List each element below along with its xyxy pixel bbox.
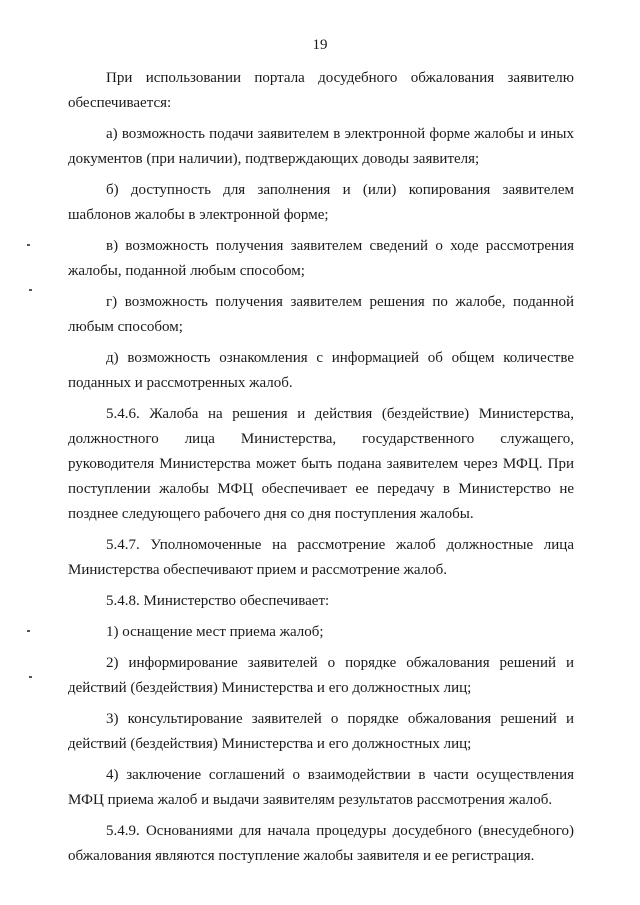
list-item-3: 3) консультирование заявителей о порядке обжалования решений и действий (бездействия) Министерства и его должностных лиц;: [68, 711, 574, 752]
page-number: 19: [312, 37, 328, 53]
paragraph-5-4-9: 5.4.9. Основаниями для начала процедуры досудебного (внесудебного) обжалования являются поступление жалобы заявителя и ее регистрация.: [68, 823, 574, 864]
paragraph-5-4-6: 5.4.6. Жалоба на решения и действия (бездействие) Министерства, должностного лица Министерства, государственного служащего, руководителя Министерства может быть подана заявителем через МФЦ. При поступлении жалобы МФЦ обеспечивает ее передачу в Министерство не позднее следующего рабочего дня со дня поступления жалобы.: [68, 406, 574, 522]
paragraph-5-4-8: 5.4.8. Министерство обеспечивает:: [106, 593, 330, 609]
list-item-1: 1) оснащение мест приема жалоб;: [106, 624, 324, 640]
scan-speck: [27, 244, 30, 246]
list-item-4: 4) заключение соглашений о взаимодействии в части осуществления МФЦ приема жалоб и выдачи заявителям результатов рассмотрения жалоб.: [68, 767, 574, 808]
scan-speck: [29, 289, 32, 291]
scan-speck: [27, 630, 30, 632]
list-item-2: 2) информирование заявителей о порядке обжалования решений и действий (бездействия) Министерства и его должностных лиц;: [68, 655, 574, 696]
scan-speck: [29, 676, 32, 678]
list-item-a: а) возможность подачи заявителем в электронной форме жалобы и иных документов (при наличии), подтверждающих доводы заявителя;: [68, 126, 574, 167]
list-item-g: г) возможность получения заявителем решения по жалобе, поданной любым способом;: [68, 294, 574, 335]
document-body: [68, 66, 574, 875]
paragraph-5-4-7: 5.4.7. Уполномоченные на рассмотрение жалоб должностные лица Министерства обеспечивают прием и рассмотрение жалоб.: [68, 537, 574, 578]
list-item-b: б) доступность для заполнения и (или) копирования заявителем шаблонов жалобы в электронной форме;: [68, 182, 574, 223]
paragraph-intro: При использовании портала досудебного обжалования заявителю обеспечивается:: [68, 70, 574, 111]
list-item-d: д) возможность ознакомления с информацией об общем количестве поданных и рассмотренных жалоб.: [68, 350, 574, 391]
list-item-v: в) возможность получения заявителем сведений о ходе рассмотрения жалобы, поданной любым способом;: [68, 238, 574, 279]
